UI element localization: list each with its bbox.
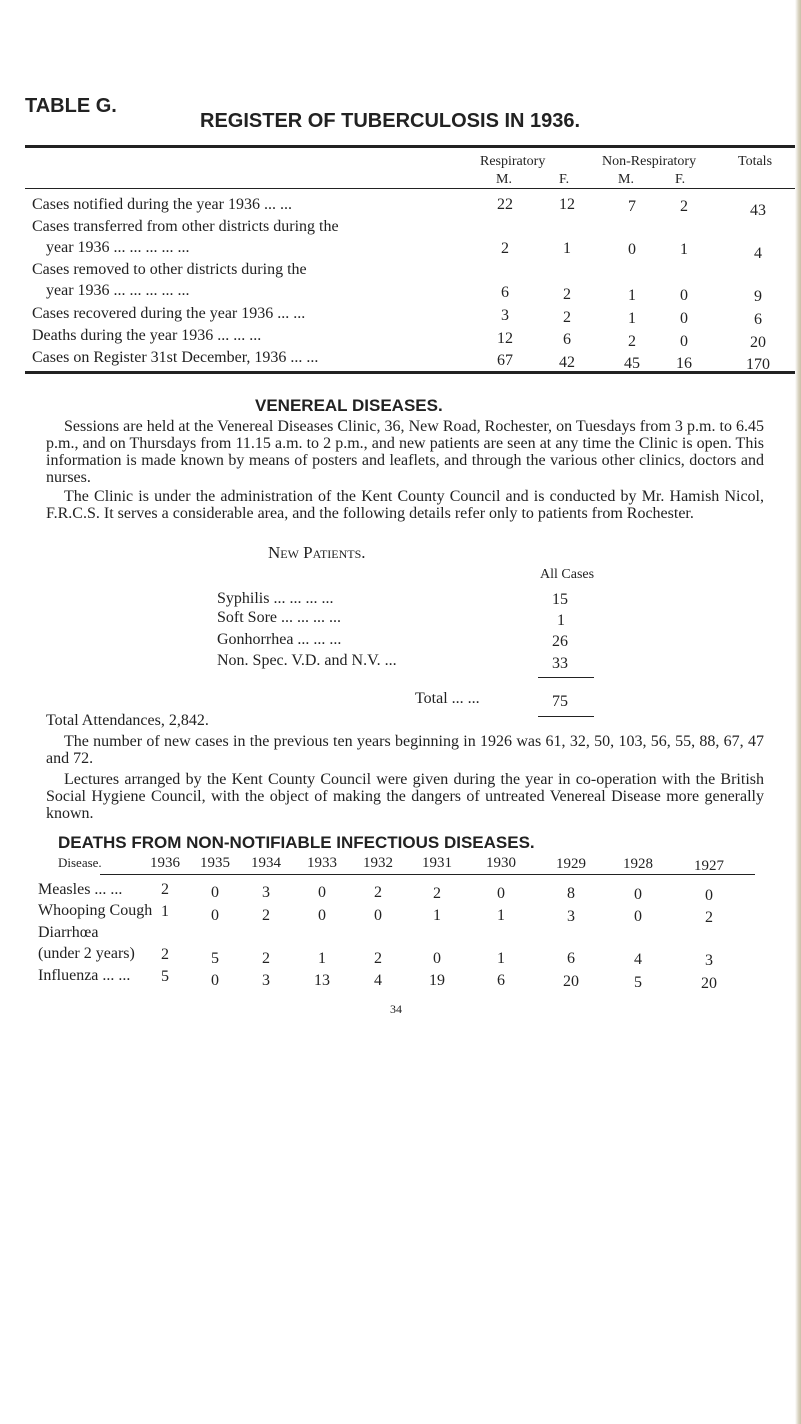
cell-value: 1	[680, 241, 688, 258]
cell-value: 3	[501, 307, 509, 324]
cell-value: 42	[559, 354, 575, 371]
cell-value: 2	[705, 909, 713, 926]
cell-value: 2	[262, 907, 270, 924]
cell-value: 0	[318, 907, 326, 924]
row-label: Cases transferred from other districts during the	[32, 218, 339, 235]
cell-value: 6	[754, 311, 762, 328]
table-label: TABLE G.	[25, 95, 117, 117]
item-value: 26	[552, 633, 568, 650]
year-header: 1933	[307, 855, 337, 871]
total-attendances: Total Attendances, 2,842.	[46, 712, 209, 729]
year-header: 1927	[694, 858, 724, 874]
cell-value: 2	[563, 309, 571, 326]
cell-value: 1	[433, 907, 441, 924]
row-label: Cases removed to other districts during the	[32, 261, 307, 278]
row-label: Cases on Register 31st December, 1936 ... ...	[32, 349, 319, 366]
cell-value: 2	[628, 333, 636, 350]
year-header: 1932	[363, 855, 393, 871]
cell-value: 3	[567, 908, 575, 925]
row-label: year 1936 ... ... ... ... ...	[46, 239, 190, 256]
cell-value: 0	[211, 907, 219, 924]
deaths-head-rule	[100, 874, 755, 875]
cell-value: 3	[262, 972, 270, 989]
row-label: Diarrhœa	[38, 924, 99, 941]
cell-value: 22	[497, 196, 513, 213]
cell-value: 12	[559, 196, 575, 213]
cell-value: 3	[262, 884, 270, 901]
cell-value: 1	[497, 907, 505, 924]
cell-value: 2	[161, 946, 169, 963]
cell-value: 6	[567, 950, 575, 967]
cell-value: 2	[680, 198, 688, 215]
cell-value: 2	[374, 884, 382, 901]
cell-value: 45	[624, 355, 640, 372]
item-label: Gonhorrhea ... ... ...	[217, 631, 342, 648]
cell-value: 1	[497, 950, 505, 967]
item-value: 33	[552, 655, 568, 672]
cell-value: 43	[750, 202, 766, 219]
cell-value: 0	[211, 884, 219, 901]
item-value: 15	[552, 591, 568, 608]
cell-value: 4	[374, 972, 382, 989]
col-sub-nonresp-m: M.	[618, 172, 634, 187]
cell-value: 5	[211, 950, 219, 967]
cell-value: 8	[567, 885, 575, 902]
cell-value: 7	[628, 198, 636, 215]
cell-value: 4	[634, 951, 642, 968]
col-group-respiratory: Respiratory	[480, 154, 546, 169]
row-label: Cases notified during the year 1936 ... ...	[32, 196, 292, 213]
section-heading-venereal: VENEREAL DISEASES.	[255, 396, 443, 415]
cell-value: 3	[705, 952, 713, 969]
cell-value: 2	[433, 885, 441, 902]
cell-value: 2	[501, 240, 509, 257]
row-label: Cases recovered during the year 1936 ... ...	[32, 305, 306, 322]
total-rule-bottom	[538, 716, 594, 717]
total-rule-top	[538, 677, 594, 678]
col-group-totals: Totals	[738, 154, 773, 169]
row-label: year 1936 ... ... ... ... ...	[46, 282, 190, 299]
cell-value: 170	[746, 356, 770, 373]
year-header: 1935	[200, 855, 230, 871]
col-sub-resp-m: M.	[496, 172, 512, 187]
cell-value: 0	[433, 950, 441, 967]
year-header: 1930	[486, 855, 516, 871]
new-patients-heading: New Patients.	[268, 543, 366, 562]
cell-value: 12	[497, 330, 513, 347]
venereal-paragraph-2: The Clinic is under the administration of the Kent County Council and is conducted by Mr. Hamish Nicol, F.R.C.S. It serves a considerable area, and the following details refer only to patients from Rochester.	[46, 488, 764, 522]
cell-value: 2	[374, 950, 382, 967]
col-sub-resp-f: F.	[559, 172, 570, 187]
cell-value: 1	[161, 903, 169, 920]
venereal-paragraph-1: Sessions are held at the Venereal Diseases Clinic, 36, New Road, Rochester, on Tuesdays from 3 p.m. to 6.45 p.m., and on Thursdays from 11.15 a.m. to 2 p.m., and new patients are seen at any time the Clinic is open. This information is made known by means of posters and leaflets, and through the various other clinics, doctors and nurses.	[46, 418, 764, 486]
cell-value: 9	[754, 288, 762, 305]
cell-value: 5	[161, 968, 169, 985]
cell-value: 1	[563, 240, 571, 257]
cell-value: 6	[497, 972, 505, 989]
col-group-non-respiratory: Non-Respiratory	[602, 154, 697, 169]
page-title: REGISTER OF TUBERCULOSIS IN 1936.	[200, 110, 581, 132]
cell-value: 19	[429, 972, 445, 989]
cell-value: 0	[211, 972, 219, 989]
cell-value: 4	[754, 245, 762, 262]
item-value: 1	[557, 612, 565, 629]
cell-value: 0	[705, 887, 713, 904]
table-top-rule	[25, 145, 795, 148]
cell-value: 2	[161, 881, 169, 898]
year-header: 1936	[150, 855, 180, 871]
item-label: Soft Sore ... ... ... ...	[217, 609, 341, 626]
cell-value: 67	[497, 352, 513, 369]
cell-value: 2	[563, 286, 571, 303]
cell-value: 2	[262, 950, 270, 967]
cell-value: 0	[634, 886, 642, 903]
cell-value: 1	[628, 310, 636, 327]
table-head-rule	[25, 188, 795, 189]
cell-value: 0	[374, 907, 382, 924]
cell-value: 0	[680, 333, 688, 350]
disease-column-label: Disease.	[58, 855, 102, 870]
item-label: Syphilis ... ... ... ...	[217, 590, 334, 607]
cell-value: 0	[497, 885, 505, 902]
cell-value: 20	[563, 973, 579, 990]
cell-value: 6	[563, 331, 571, 348]
row-label: Influenza ... ...	[38, 967, 131, 984]
page-number: 34	[390, 1002, 402, 1016]
all-cases-label: All Cases	[540, 567, 595, 582]
col-sub-nonresp-f: F.	[675, 172, 686, 187]
venereal-paragraph-4: Lectures arranged by the Kent County Council were given during the year in co-operation with the British Social Hygiene Council, with the object of making the dangers of untreated Venereal Disease more generally known.	[46, 771, 764, 822]
cell-value: 0	[628, 241, 636, 258]
row-label: Deaths during the year 1936 ... ... ...	[32, 327, 262, 344]
cell-value: 20	[750, 334, 766, 351]
cell-value: 1	[318, 950, 326, 967]
year-header: 1931	[422, 855, 452, 871]
cell-value: 1	[628, 287, 636, 304]
year-header: 1934	[251, 855, 281, 871]
cell-value: 16	[676, 355, 692, 372]
row-label: Whooping Cough	[38, 902, 153, 919]
cell-value: 13	[314, 972, 330, 989]
cell-value: 20	[701, 975, 717, 992]
total-value: 75	[552, 693, 568, 710]
year-header: 1928	[623, 856, 653, 872]
item-label: Non. Spec. V.D. and N.V. ...	[217, 652, 397, 669]
row-label: (under 2 years)	[38, 945, 135, 962]
cell-value: 5	[634, 974, 642, 991]
venereal-paragraph-3: The number of new cases in the previous ten years beginning in 1926 was 61, 32, 50, 103, 56, 55, 88, 67, 47 and 72.	[46, 733, 764, 767]
cell-value: 0	[634, 908, 642, 925]
page-edge-shadow	[795, 0, 801, 1424]
cell-value: 0	[680, 287, 688, 304]
cell-value: 6	[501, 284, 509, 301]
cell-value: 0	[680, 310, 688, 327]
section-heading-deaths: DEATHS FROM NON-NOTIFIABLE INFECTIOUS DISEASES.	[58, 833, 535, 852]
year-header: 1929	[556, 856, 586, 872]
row-label: Measles ... ...	[38, 881, 123, 898]
total-label: Total ... ...	[415, 690, 480, 707]
cell-value: 0	[318, 884, 326, 901]
